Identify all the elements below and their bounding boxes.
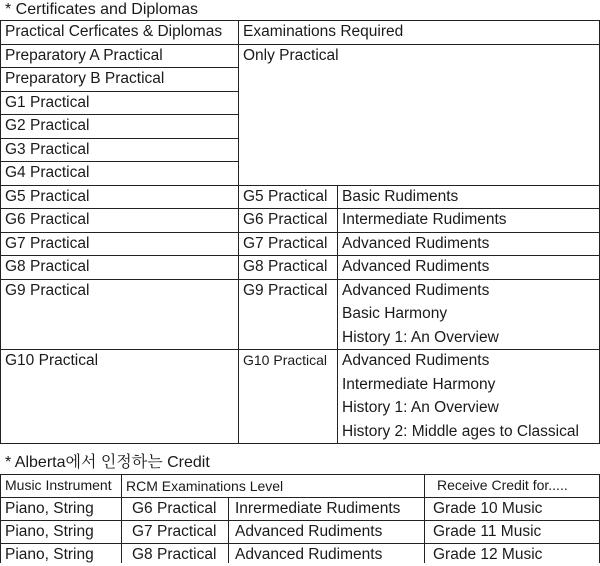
table-header-level-line: RCM Examinations Level <box>126 478 284 494</box>
table-cell-exam <box>238 208 337 232</box>
table-cell-practical-line: Preparatory B Practical <box>5 70 165 87</box>
table-cell-practical-line: Preparatory A Practical <box>5 46 163 64</box>
table-left-border <box>0 20 1 444</box>
table-cell-theory-line: History 2: Middle ages to Classical <box>342 422 579 440</box>
table-cell-practical <box>0 279 238 303</box>
table-cell-credit <box>428 497 599 520</box>
table-cell-theory-line: Basic Harmony <box>342 305 448 322</box>
table-column-divider <box>121 474 122 563</box>
table-cell-theory <box>337 185 599 209</box>
table-cell-practical <box>0 161 238 185</box>
table-cell-practical-line: G5 Practical <box>5 187 90 205</box>
table-cell-theory-line: Advanced Rudiments <box>342 281 490 299</box>
table-cell-theory-line: Advanced Rudiments <box>342 352 490 369</box>
table-cell-only-practical <box>238 44 599 68</box>
table-cell-rudiments <box>230 520 424 543</box>
table-cell-practical <box>0 208 238 232</box>
table-cell-rudiments-line: Advanced Rudiments <box>235 523 383 540</box>
table-cell-credit-line: Grade 10 Music <box>433 500 543 517</box>
table-cell-practical <box>0 114 238 138</box>
table-cell-exam-line: G6 Practical <box>243 211 328 228</box>
table-cell-exam-line: G5 Practical <box>243 187 328 205</box>
table-header-exams-line: Examinations Required <box>243 23 404 40</box>
table-cell-exam-line: G6 Practical <box>132 500 217 517</box>
table-cell-rudiments-line: Advanced Rudiments <box>235 546 383 563</box>
table-cell-exam <box>238 255 337 279</box>
table-cell-theory <box>337 208 599 232</box>
table-cell-practical-line: G2 Practical <box>5 117 90 134</box>
table-cell-exam <box>238 349 337 373</box>
table-cell-exam-line: G7 Practical <box>243 234 328 252</box>
table-cell-exam-line: G10 Practical <box>243 352 328 368</box>
table-column-divider <box>337 185 338 445</box>
table-cell-practical-line: G7 Practical <box>5 234 90 252</box>
table-cell-exam-line: G8 Practical <box>243 258 328 275</box>
table-row-divider <box>0 443 600 444</box>
table-left-border <box>0 474 1 563</box>
section-title-credit: * Alberta에서 인정하는 Credit <box>5 454 210 471</box>
table-cell-credit-line: Grade 12 Music <box>433 546 543 563</box>
table-cell-practical <box>0 185 238 209</box>
table-cell-theory <box>337 255 599 279</box>
table-cell-exam-line: G9 Practical <box>243 281 328 299</box>
table-cell-exam <box>127 520 228 543</box>
table-cell-theory <box>337 232 599 256</box>
table-cell-practical-line: G3 Practical <box>5 140 90 158</box>
table-column-divider <box>424 474 425 563</box>
table-column-divider <box>228 497 229 563</box>
table-column-divider <box>238 20 239 444</box>
table-header-instrument-line: Music Instrument <box>5 477 112 493</box>
table-cell-practical-line: G4 Practical <box>5 164 90 181</box>
table-cell-credit <box>428 520 599 543</box>
table-cell-theory <box>337 349 599 443</box>
table-cell-practical-line: G1 Practical <box>5 93 90 111</box>
table-header-exams <box>238 20 599 44</box>
table-cell-practical <box>0 349 238 373</box>
table-cell-theory-line: Basic Rudiments <box>342 187 459 205</box>
table-cell-practical <box>0 255 238 279</box>
table-cell-theory-line: Advanced Rudiments <box>342 258 490 275</box>
table-cell-instrument-line: Piano, String <box>5 500 94 517</box>
table-cell-theory-line: Intermediate Rudiments <box>342 211 507 228</box>
table-cell-exam <box>238 279 337 303</box>
table-cell-theory-line: Advanced Rudiments <box>342 234 490 252</box>
table-cell-rudiments-line: Inrermediate Rudiments <box>235 500 401 517</box>
table-cell-instrument-line: Piano, String <box>5 523 94 540</box>
table-header-level <box>121 475 424 498</box>
table-cell-practical <box>0 138 238 162</box>
table-cell-theory-line: History 1: An Overview <box>342 328 499 346</box>
table-cell-exam <box>127 497 228 520</box>
table-cell-exam <box>238 232 337 256</box>
table-header-credit <box>432 474 599 497</box>
table-cell-instrument-line: Piano, String <box>5 546 94 563</box>
table-header-practical-line: Practical Cerficates & Diplomas <box>5 23 223 40</box>
table-cell-credit-line: Grade 11 Music <box>433 523 542 540</box>
table-cell-exam-line: G7 Practical <box>132 523 217 540</box>
table-cell-practical <box>0 44 238 68</box>
table-cell-practical-line: G9 Practical <box>5 281 90 299</box>
table-cell-practical <box>0 232 238 256</box>
table-cell-practical <box>0 91 238 115</box>
table-header-practical <box>0 20 238 44</box>
table-cell-theory <box>337 279 599 350</box>
table-header-instrument <box>0 474 121 497</box>
table-cell-theory-line: Intermediate Harmony <box>342 375 496 393</box>
table-cell-rudiments <box>230 497 424 520</box>
table-header-credit-line: Receive Credit for..... <box>437 477 568 493</box>
table-cell-practical-line: G10 Practical <box>5 352 99 369</box>
table-cell-exam <box>238 185 337 209</box>
table-cell-theory-line: History 1: An Overview <box>342 399 499 416</box>
table-cell-practical-line: G6 Practical <box>5 211 90 228</box>
table-cell-practical <box>0 67 238 91</box>
table-cell-instrument <box>0 497 121 520</box>
table-cell-only-practical-line: Only Practical <box>243 46 339 64</box>
table-top-border <box>0 20 600 21</box>
section-title-certificates: * Certificates and Diplomas <box>5 1 198 18</box>
table-cell-exam-line: G8 Practical <box>132 546 217 563</box>
table-cell-practical-line: G8 Practical <box>5 258 90 275</box>
table-cell-instrument <box>0 520 121 543</box>
